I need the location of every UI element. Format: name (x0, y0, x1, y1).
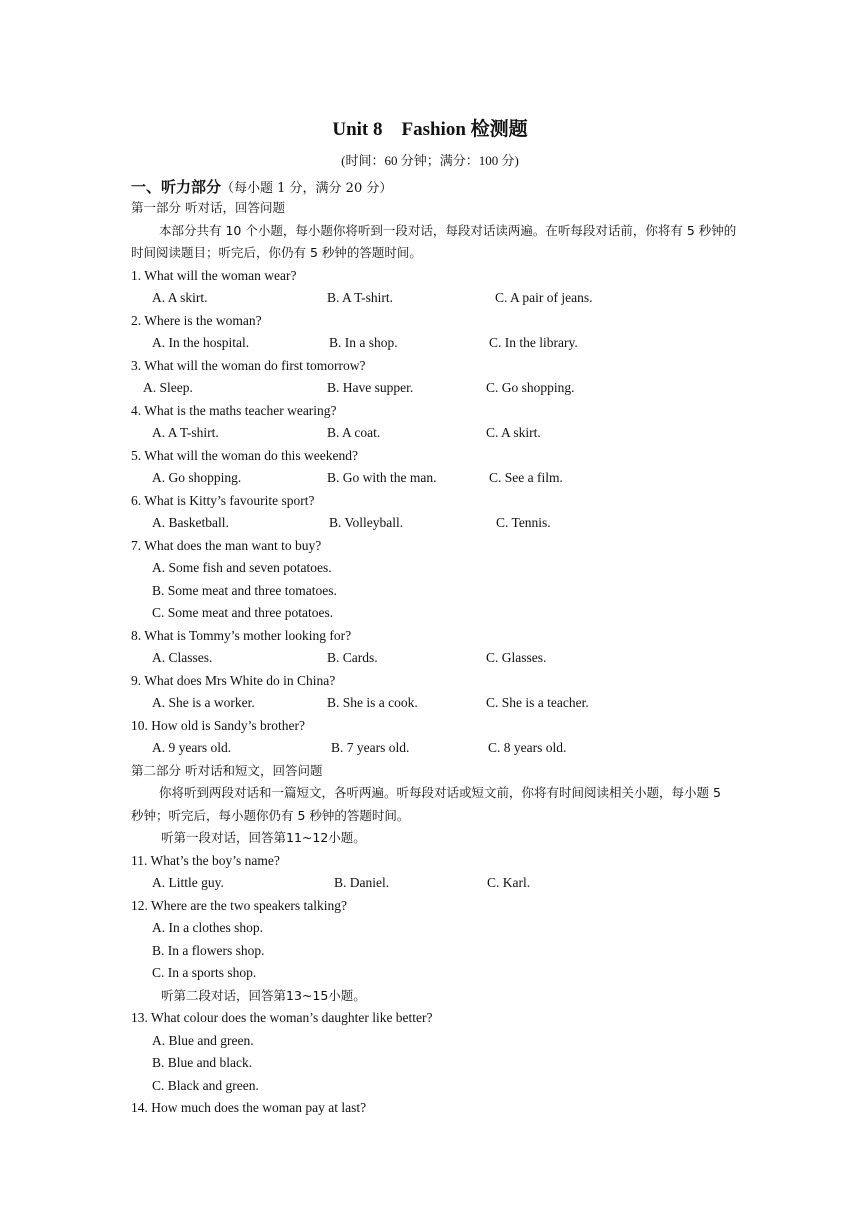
option-a: A. A skirt. (152, 290, 208, 305)
options-3 (131, 377, 737, 400)
page-subtitle: (时间：60 分钟；满分：100 分) (341, 153, 519, 168)
option-a: A. A T-shirt. (152, 425, 219, 440)
option-a: A. Go shopping. (152, 470, 242, 485)
option-b: B. Cards. (327, 650, 378, 665)
question-5: 5. What will the woman do this weekend? (131, 447, 358, 463)
option-c: C. She is a teacher. (486, 695, 589, 710)
question-14: 14. How much does the woman pay at last? (131, 1100, 367, 1115)
options-2 (131, 332, 737, 355)
option-b: B. Some meat and three tomatoes. (152, 582, 337, 598)
option-a: A. In the hospital. (152, 335, 250, 350)
option-a: A. Sleep. (143, 380, 193, 395)
option-c: C. Black and green. (152, 1077, 259, 1093)
option-b: B. In a flowers shop. (152, 942, 265, 958)
options-10 (131, 737, 737, 760)
option-b: B. 7 years old. (331, 740, 410, 755)
option-c: C. Go shopping. (486, 380, 575, 395)
option-a: A. 9 years old. (152, 740, 232, 755)
option-b: B. A T-shirt. (327, 290, 394, 305)
dialog2-instruction: 听第二段对话，回答第13~15小题。 (161, 987, 366, 1003)
question-12: 12. Where are the two speakers talking? (131, 897, 348, 913)
question-13: 13. What colour does the woman’s daughter like better? (131, 1010, 433, 1025)
option-a: A. Little guy. (152, 875, 224, 890)
part2-instructions: 你将听到两段对话和一篇短文，各听两遍。听每段对话或短文前，你将有时间阅读相关小题，每小题 5 秒钟；听完后，每小题你仍有 5 秒钟的答题时间。 (131, 785, 721, 823)
options-11 (131, 872, 737, 895)
options-4 (131, 422, 737, 445)
options-9 (131, 692, 737, 715)
question-10: 10. How old is Sandy’s brother? (131, 717, 305, 733)
option-c: C. 8 years old. (488, 740, 567, 755)
section-title: 一、听力部分 (131, 178, 222, 196)
page-title: Unit 8 Fashion 检测题 (332, 119, 528, 140)
option-b: B. Blue and black. (152, 1055, 253, 1070)
question-4: 4. What is the maths teacher wearing? (131, 402, 337, 418)
option-a: A. Basketball. (152, 515, 229, 530)
part1-instructions: 本部分共有 10 个小题，每小题你将听到一段对话，每段对话读两遍。在听每段对话前，你将有 5 秒钟的时间阅读题目；听完后，你仍有 5 秒钟的答题时间。 (131, 222, 737, 260)
option-c: C. Some meat and three potatoes. (152, 605, 334, 620)
question-8: 8. What is Tommy’s mother looking for? (131, 627, 352, 643)
option-b: B. Daniel. (334, 875, 390, 890)
question-11: 11. What’s the boy’s name? (131, 852, 280, 868)
option-c: C. In a sports shop. (152, 965, 257, 980)
question-9: 9. What does Mrs White do in China? (131, 672, 336, 688)
question-2: 2. Where is the woman? (131, 312, 262, 328)
option-a: A. Some fish and seven potatoes. (152, 560, 332, 575)
options-5 (131, 467, 737, 490)
question-6: 6. What is Kitty’s favourite sport? (131, 492, 315, 508)
option-c: C. A pair of jeans. (495, 290, 593, 305)
document-body (131, 197, 737, 1120)
option-a: A. She is a worker. (152, 695, 255, 710)
part1-heading: 第一部分 听对话，回答问题 (131, 200, 285, 215)
option-b: B. Have supper. (327, 380, 414, 395)
question-7: 7. What does the man want to buy? (131, 537, 322, 553)
options-6 (131, 512, 737, 535)
option-c: C. In the library. (489, 335, 578, 350)
option-c: C. Karl. (487, 875, 531, 890)
option-b: B. Go with the man. (327, 470, 437, 485)
options-1 (131, 287, 737, 310)
dialog1-instruction: 听第一段对话，回答第11~12小题。 (161, 830, 366, 845)
option-b: B. Volleyball. (329, 515, 404, 530)
option-c: C. See a film. (489, 470, 563, 485)
option-c: C. A skirt. (486, 425, 541, 440)
option-b: B. In a shop. (329, 335, 398, 350)
option-b: B. A coat. (327, 425, 381, 440)
options-8 (131, 647, 737, 670)
option-c: C. Glasses. (486, 650, 547, 665)
option-c: C. Tennis. (496, 515, 551, 530)
option-b: B. She is a cook. (327, 695, 418, 710)
section-score-note: （每小题 1 分，满分 20 分） (221, 181, 393, 196)
question-1: 1. What will the woman wear? (131, 267, 297, 283)
option-a: A. Classes. (152, 650, 213, 665)
question-3: 3. What will the woman do first tomorrow? (131, 357, 366, 373)
section-heading (131, 176, 392, 197)
part2-heading: 第二部分 听对话和短文，回答问题 (131, 762, 323, 778)
option-a: A. In a clothes shop. (152, 920, 263, 935)
option-a: A. Blue and green. (152, 1032, 254, 1048)
